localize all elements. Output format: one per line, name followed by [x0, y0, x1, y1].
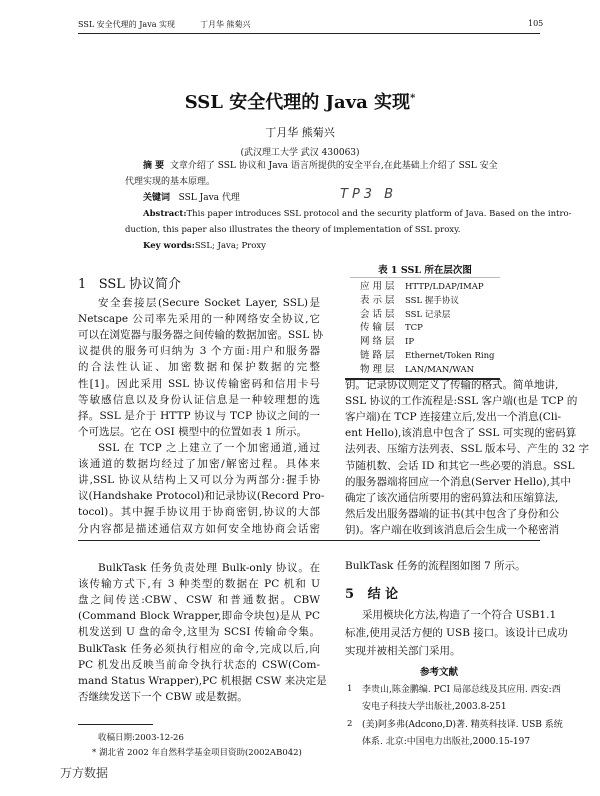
page-number: 105	[528, 19, 544, 28]
running-title: SSL 安全代理的 Java 实现	[78, 20, 176, 29]
conclusion-line: 采用模块化方法,构造了一个符合 USB1.1	[362, 609, 557, 621]
section-number: 1	[78, 277, 87, 292]
body-line: 的合法性认证、加密数据和保护数据的完整	[78, 361, 320, 374]
reference-line: 体系. 北京:中国电力出版社,2000.15-197	[362, 737, 531, 747]
references-heading: 参考文献	[420, 667, 459, 678]
footnote-rule	[78, 724, 153, 725]
table-cell-layer: 表 示 层	[360, 294, 395, 306]
body-line: tocol)。其中握手协议用于协商密钥,协议的大部	[78, 506, 320, 519]
body-line: PC 机发出反映当前命令执行状态的 CSW(Com-	[78, 658, 320, 671]
body-line: 法列表、压缩方法列表、SSL 版本号、产生的 32 字	[345, 443, 590, 456]
body-line: Netscape 公司率先采用的一种网络安全协议,它	[78, 313, 320, 326]
keywords-en	[143, 238, 443, 254]
abstract-en-line-2: duction, this paper also illustrates the theory of implementation of SSL proxy.	[125, 225, 461, 235]
body-line: 个可选层。它在 OSI 模型中的位置如表 1 所示。	[78, 425, 307, 438]
section-title: 结 论	[367, 587, 399, 602]
reference-line: 安电子科技大学出版社,2003.8-251	[362, 702, 507, 712]
authors: 丁月华 熊菊兴	[265, 126, 335, 139]
affiliation: (武汉理工大学 武汉 430063)	[240, 148, 360, 158]
body-line: BulkTask 任务负责处理 Bulk-only 协议。在	[98, 562, 320, 574]
body-line: 钥)。客户端在收到该消息后会生成一个秘密消	[345, 523, 560, 536]
paper-title	[0, 88, 600, 114]
header-rule	[78, 33, 540, 34]
table-cell-content: HTTP/LDAP/IMAP	[405, 282, 484, 292]
body-line: 否继续发送下一个 CBW 或是数据。	[78, 690, 248, 703]
body-line: 分内容都是描述通信双方如何安全地协商会话密	[78, 522, 320, 535]
abstract-en-line-1	[143, 206, 572, 222]
table-cell-content: SSL 记录层	[405, 309, 451, 320]
abstract-en-label: Abstract:	[143, 209, 187, 219]
funding-note: * 湖北省 2002 年自然科学基金项目资助(2002AB042)	[92, 748, 302, 758]
body-line: 性[1]。因此采用 SSL 协议传输密码和信用卡号	[78, 377, 320, 390]
body-line: 择。SSL 是介于 HTTP 协议与 TCP 协议之间的一	[78, 409, 320, 422]
body-line: 客户端)在 TCP 连接建立后,发出一个消息(Cli-	[345, 411, 562, 424]
handwritten-classification: TP3 B	[340, 187, 398, 202]
body-line: 钥。记录协议则定义了传输的格式。简单地讲,	[345, 379, 559, 391]
table-cell-layer: 网 络 层	[360, 336, 395, 348]
table-cell-layer: 链 路 层	[360, 350, 395, 361]
body-line: 安全套接层(Secure Socket Layer, SSL)是	[98, 297, 320, 309]
keywords-cn-label: 关键词	[143, 193, 171, 203]
table-cell-content: Ethernet/Token Ring	[405, 351, 495, 361]
section-5-heading	[345, 583, 398, 602]
wanfang-watermark: 万方数据	[60, 766, 109, 780]
body-line: (Command Block Wrapper,即命令块包)是从 PC	[78, 610, 320, 623]
keywords-cn-text: SSL Java 代理	[178, 193, 240, 203]
section-1-heading	[78, 273, 181, 292]
body-line: 节随机数、会话 ID 和其它一些必要的消息。SSL	[345, 459, 575, 472]
body-line: SSL 协议的工作流程是:SSL 客户端(也是 TCP 的	[345, 395, 578, 408]
body-line: 确定了该次通信所要用的密码算法和压缩算法,	[345, 491, 559, 504]
body-line: mand Status Wrapper),PC 机根据 CSW 来决定是	[78, 674, 327, 687]
section-number: 5	[345, 587, 355, 602]
body-line: BulkTask 任务必须执行相应的命令,完成以后,向	[78, 642, 320, 655]
table-cell-content: SSL 握手协议	[405, 295, 459, 306]
abstract-en-text: This paper introduces SSL protocol and the security platform of Java. Based on the intro-	[186, 209, 572, 219]
body-line: 盘之间传送:CBW、CSW 和普通数据。CBW	[78, 594, 320, 607]
body-line: 然后发出服务器端的证书(其中包含了身份和公	[345, 507, 560, 520]
body-line: ent Hello),该消息中包含了 SSL 可实现的密码算	[345, 427, 577, 440]
reference-line: 李贵山,陈金鹏编. PCI 局部总线及其应用. 西安:西	[362, 685, 561, 695]
body-line: 机发送到 U 盘的命令,这里为 SCSI 传输命令集。	[78, 626, 320, 639]
keywords-en-label: Key words:	[143, 241, 195, 251]
body-line: 议提供的服务可归纳为 3 个方面:用户和服务器	[78, 345, 320, 358]
abstract-cn-text: 文章介绍了 SSL 协议和 Java 语言所提供的安全平台,在此基础上介绍了 SSL 安全	[169, 161, 498, 171]
table-cell-layer: 物 理 层	[360, 363, 395, 375]
keywords-cn	[143, 190, 343, 206]
keywords-en-text: SSL; Java; Proxy	[194, 241, 266, 251]
body-line: 议(Handshake Protocol)和记录协议(Record Pro-	[78, 490, 325, 503]
table-1-caption: 表 1 SSL 所在层次图	[378, 265, 472, 276]
title-text: SSL 安全代理的 Java 实现	[184, 92, 411, 113]
body-line: 可以在浏览器与服务器之间传输的数据加密。SSL 协	[78, 329, 324, 342]
abstract-cn-line-2: 代理实现的基本原理。	[125, 177, 216, 187]
body-line: 的服务器端将回应一个消息(Server Hello),其中	[345, 475, 571, 488]
column-divider-rule	[78, 540, 540, 541]
body-line: 讲,SSL 协议从结构上又可以分为两部分:握手协	[78, 474, 320, 487]
running-authors: 丁月华 熊菊兴	[200, 20, 251, 29]
abstract-cn-line-1	[143, 158, 520, 174]
flow-chart-reference: BulkTask 任务的流程图如图 7 所示。	[345, 560, 526, 572]
table-cell-content: LAN/MAN/WAN	[405, 364, 475, 375]
title-footnote-mark: *	[410, 93, 416, 104]
received-date: 收稿日期:2003-12-26	[98, 733, 184, 743]
table-1-top-rule	[350, 277, 500, 278]
reference-number: 2	[347, 719, 353, 729]
body-line: 该通道的数据均经过了加密/解密过程。具体来	[78, 458, 320, 471]
table-cell-layer: 传 输 层	[360, 322, 395, 334]
conclusion-line: 标准,使用灵活方便的 USB 接口。该设计已成功	[345, 627, 568, 639]
body-line: 该传输方式下,有 3 种类型的数据在 PC 机和 U	[78, 578, 320, 591]
table-1-bottom-rule	[345, 378, 500, 380]
reference-line: (美)阿多弗(Adcono,D)著. 精英科技译. USB 系统	[362, 720, 563, 730]
abstract-cn-label: 摘 要	[143, 161, 165, 171]
body-line: 等敏感信息以及身份认证信息是一种较理想的选	[78, 393, 320, 406]
table-cell-content: IP	[405, 337, 415, 348]
reference-number: 1	[347, 684, 353, 694]
section-title: SSL 协议简介	[98, 277, 182, 292]
table-cell-layer: 会 话 层	[360, 308, 395, 320]
body-line: SSL 在 TCP 之上建立了一个加密通道,通过	[98, 442, 320, 454]
table-cell-content: TCP	[405, 323, 423, 334]
conclusion-line: 实现并被相关部门采用。	[345, 645, 461, 657]
table-cell-layer: 应 用 层	[360, 281, 395, 292]
